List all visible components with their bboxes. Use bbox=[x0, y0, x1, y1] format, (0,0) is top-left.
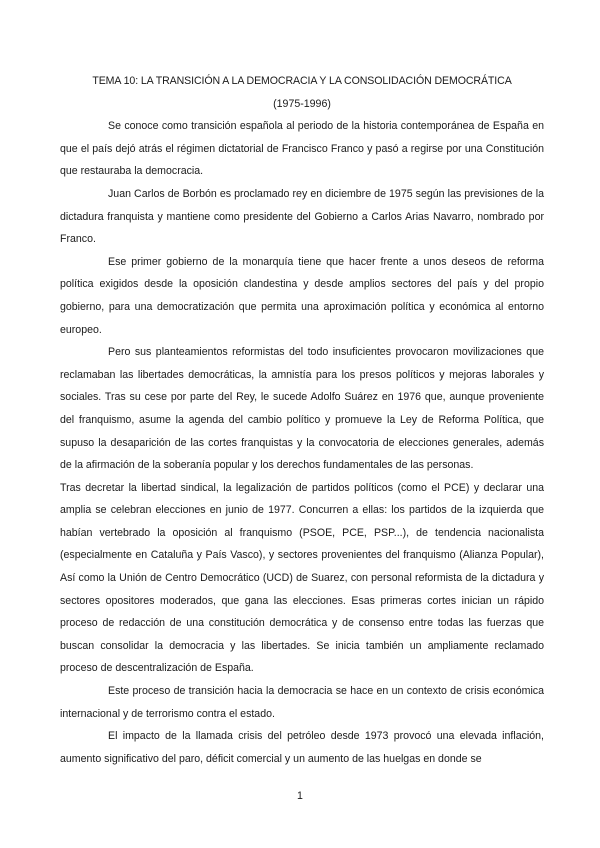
paragraph-first-government: Ese primer gobierno de la monarquía tiene que hacer frente a unos deseos de reforma política exigidos desde la oposición clandestina y desde amplios sectores del país y del propio gobierno, para una democratización que permita una aproximación política y económica al entorno europeo. bbox=[60, 255, 544, 336]
document-title: TEMA 10: LA TRANSICIÓN A LA DEMOCRACIA Y LA CONSOLIDACIÓN DEMOCRÁTICA bbox=[92, 75, 512, 87]
page-number: 1 bbox=[297, 790, 303, 802]
paragraph-reform: Pero sus planteamientos reformistas del todo insuficientes provocaron movilizaciones que reclamaban las libertades democráticas, la amnistía para los presos políticos y mejoras laborales y sociales. Tras su cese por parte del Rey, le sucede Adolfo Suárez en 1976 que, aunque proveniente del franquismo, asume la agenda del cambio político y promueve la Ley de Reforma Política, que supuso la desaparición de las cortes franquistas y la convocatoria de elecciones generales, además de la afirmación de la soberanía popular y los derechos fundamentales de las personas. bbox=[60, 346, 544, 472]
paragraph-elections: Tras decretar la libertad sindical, la legalización de partidos políticos (como el PCE) y declarar una amplia se celebran elecciones en junio de 1977. Concurren a ellas: los partidos de la izquierda que habían vertebrado la oposición al franquismo (PSOE, PCE, PSP...), de tendencia nacionalista (especialmente en Cataluña y País Vasco), y sectores provenientes del franquismo (Alianza Popular), Así como la Unión de Centro Democrático (UCD) de Suarez, con personal reformista de la dictadura y sectores opositores moderados, que gana las elecciones. Esas primeras cortes inician un rápido proceso de redacción de una constitución democrática y de consenso entre todas las fuerzas que buscan consolidar la democracia y las libertades. Se inicia también un ampliamente reclamado proceso de descentralización de España. bbox=[60, 481, 544, 675]
paragraph-juan-carlos: Juan Carlos de Borbón es proclamado rey en diciembre de 1975 según las previsiones de la dictadura franquista y mantiene como presidente del Gobierno a Carlos Arias Navarro, nombrado por Franco. bbox=[60, 187, 544, 246]
paragraph-context: Este proceso de transición hacia la democracia se hace en un contexto de crisis económica internacional y de terrorismo contra el estado. bbox=[60, 685, 544, 720]
document-subtitle: (1975-1996) bbox=[273, 97, 331, 110]
paragraph-intro: Se conoce como transición española al periodo de la historia contemporánea de España en que el país dejó atrás el régimen dictatorial de Francisco Franco y pasó a regirse por una Constitución que restauraba la democracia. bbox=[60, 120, 544, 178]
paragraph-oil-crisis: El impacto de la llamada crisis del petróleo desde 1973 provocó una elevada inflación, aumento significativo del paro, déficit comercial y un aumento de las huelgas en donde se bbox=[60, 730, 544, 765]
document-body bbox=[60, 70, 544, 770]
